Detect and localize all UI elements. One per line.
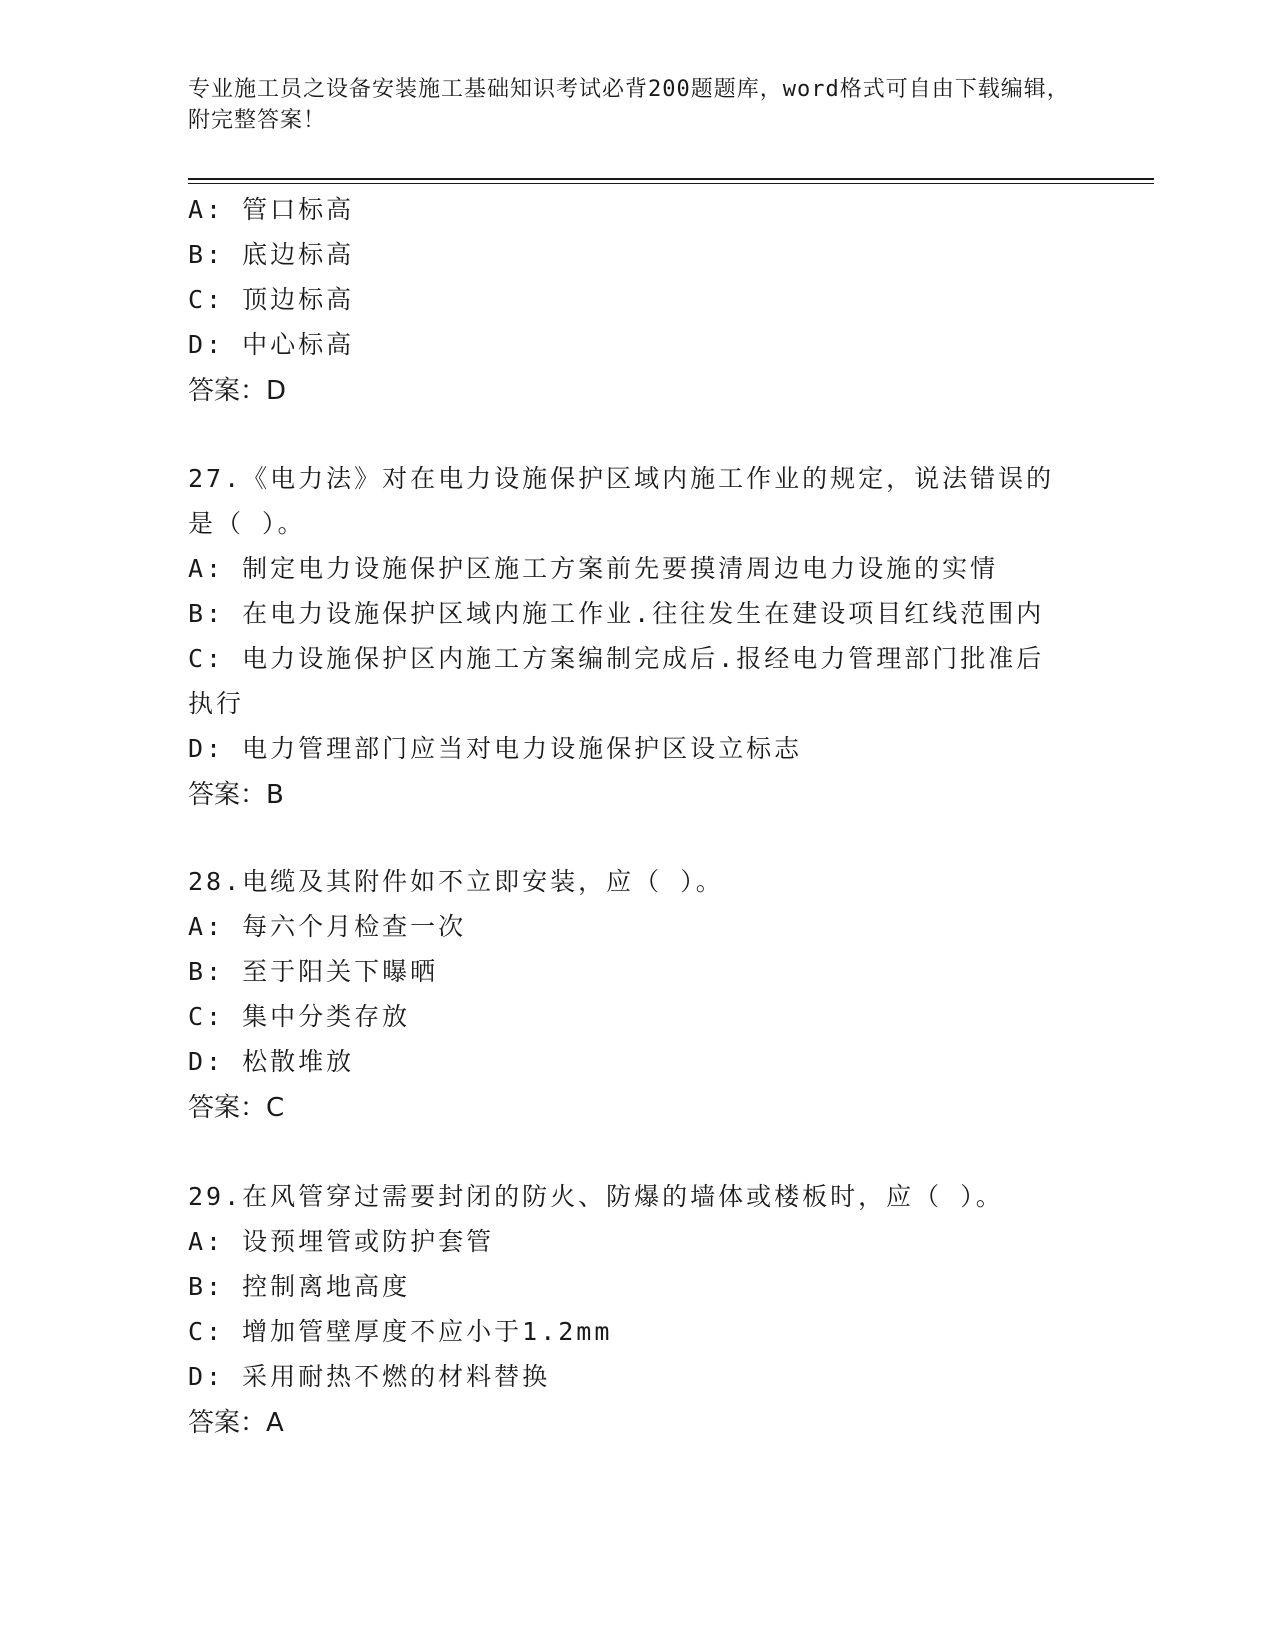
q26-option-b: B: 底边标高	[188, 240, 355, 269]
q29-option-b: B: 控制离地高度	[188, 1272, 411, 1301]
q27-option-b: B: 在电力设施保护区域内施工作业.往往发生在建设项目红线范围内	[188, 599, 1045, 628]
q27-option-d: D: 电力管理部门应当对电力设施保护区设立标志	[188, 734, 803, 763]
q28-option-c: C: 集中分类存放	[188, 1002, 411, 1031]
q26-answer: 答案：D	[188, 376, 287, 406]
document-header: 专业施工员之设备安装施工基础知识考试必背200题题库，word格式可自由下载编辑，附完整答案！	[188, 77, 1070, 133]
q28-answer: 答案：C	[188, 1093, 285, 1123]
q27-option-c-line1: C: 电力设施保护区内施工方案编制完成后.报经电力管理部门批准后	[188, 644, 1045, 673]
q29-option-c: C: 增加管壁厚度不应小于1.2mm	[188, 1317, 613, 1346]
q28-option-d: D: 松散堆放	[188, 1047, 355, 1076]
q28-option-a: A: 每六个月检查一次	[188, 912, 467, 941]
q27-stem-line1: 27.《电力法》对在电力设施保护区域内施工作业的规定，说法错误的	[188, 464, 1055, 493]
q29-option-d: D: 采用耐热不燃的材料替换	[188, 1362, 551, 1391]
q26-option-d: D: 中心标高	[188, 330, 355, 359]
header-divider-thin	[188, 183, 1154, 184]
q29-stem: 29.在风管穿过需要封闭的防火、防爆的墙体或楼板时，应（ ）。	[188, 1182, 1004, 1211]
q28-option-b: B: 至于阳关下曝晒	[188, 957, 439, 986]
q28-stem: 28.电缆及其附件如不立即安装，应（ ）。	[188, 867, 724, 896]
q27-stem-line2: 是（ ）。	[188, 509, 306, 538]
q29-answer: 答案：A	[188, 1408, 284, 1438]
header-divider-thick	[188, 178, 1154, 180]
q27-option-a: A: 制定电力设施保护区施工方案前先要摸清周边电力设施的实情	[188, 554, 999, 583]
q27-answer: 答案：B	[188, 780, 284, 810]
q27-option-c-line2: 执行	[188, 689, 245, 718]
q26-option-c: C: 顶边标高	[188, 285, 355, 314]
q29-option-a: A: 设预埋管或防护套管	[188, 1227, 495, 1256]
q26-option-a: A: 管口标高	[188, 195, 355, 224]
